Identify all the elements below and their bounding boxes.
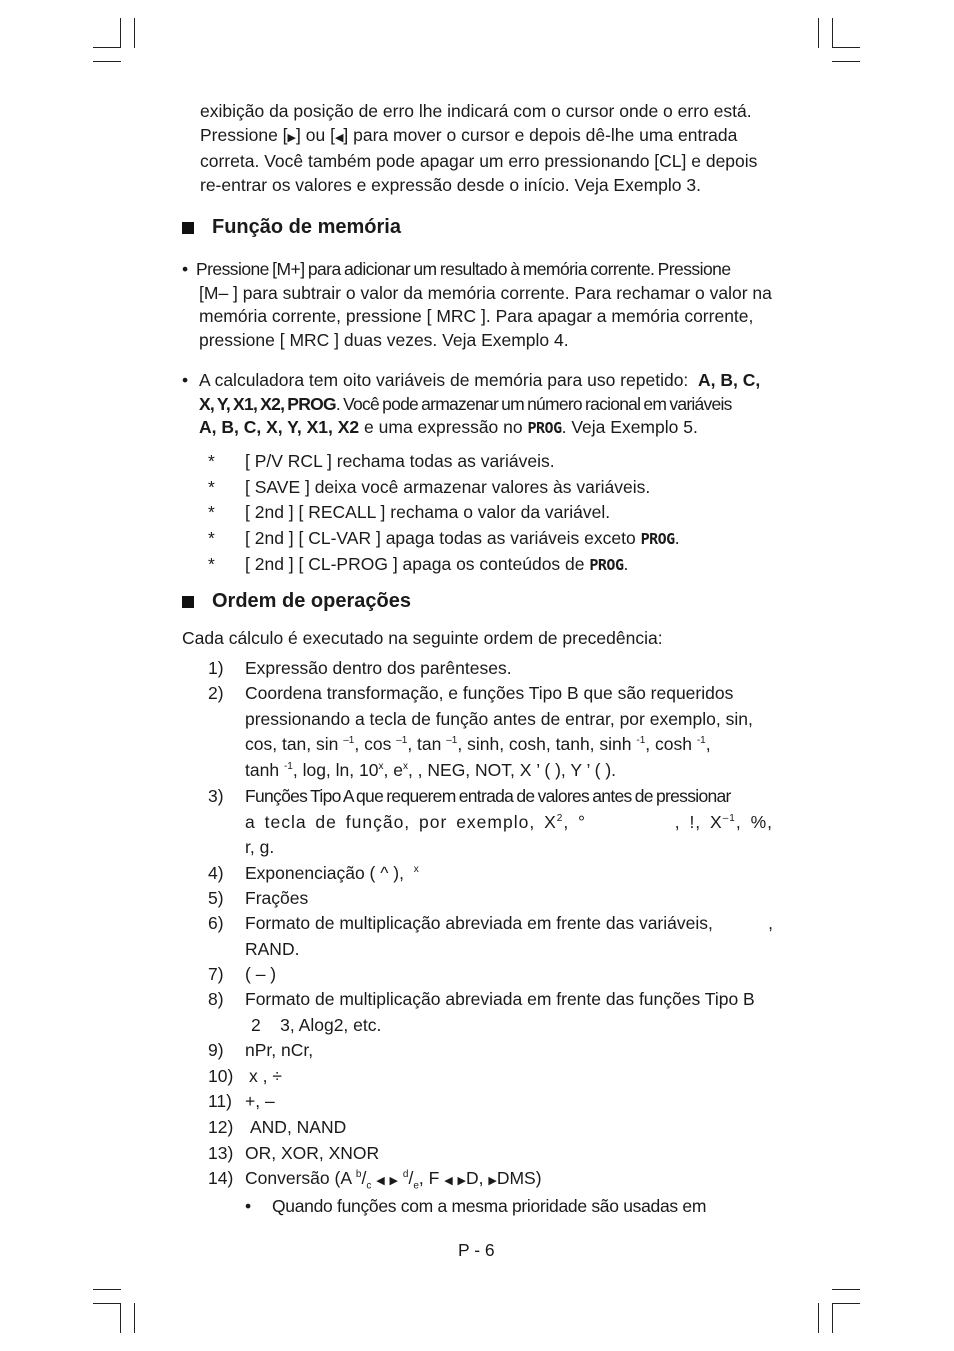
left-arrow-icon: ◀: [444, 1175, 453, 1187]
square-bullet-icon: [182, 596, 194, 608]
crop-mark-bottom-left-h2: [93, 1303, 121, 1304]
right-arrow-icon: ▶: [488, 1175, 497, 1187]
crop-mark-top-left-v2: [134, 18, 135, 48]
intro-line: Pressione [▶] ou [◀] para mover o cursor e depois dê-lhe uma entrada: [200, 124, 772, 151]
left-arrow-icon: ◀: [334, 131, 344, 144]
order-intro: Cada cálculo é executado na seguinte ordem de precedência:: [182, 628, 663, 648]
crop-mark-top-right-h2: [832, 61, 860, 62]
crop-mark-bottom-left-h1: [93, 1289, 121, 1290]
crop-mark-top-right-v1: [818, 18, 819, 48]
right-arrow-icon: ▶: [389, 1175, 399, 1187]
crop-mark-bottom-left-v1: [120, 1303, 121, 1333]
intro-line: correta. Você também pode apagar um erro pressionando [CL] e depois: [200, 151, 758, 171]
crop-mark-bottom-right-h1: [832, 1289, 860, 1290]
crop-mark-top-right-h1: [832, 47, 860, 48]
right-arrow-icon: ▶: [457, 1175, 466, 1187]
crop-mark-top-left-v1: [120, 18, 121, 48]
left-arrow-icon: ◀: [376, 1175, 385, 1187]
crop-mark-top-right-v2: [832, 18, 833, 48]
crop-mark-bottom-right-h2: [832, 1303, 860, 1304]
square-bullet-icon: [182, 222, 194, 234]
intro-paragraph: [200, 100, 772, 197]
section-heading-order: Ordem de operações: [182, 590, 411, 613]
bullet-dot-icon: •: [182, 370, 189, 390]
crop-mark-bottom-right-v1: [818, 1303, 819, 1333]
crop-mark-top-left-h1: [93, 47, 121, 48]
intro-line: exibição da posição de erro lhe indicará com o cursor onde o erro está.: [200, 101, 752, 121]
section-heading-memory: Função de memória: [182, 216, 401, 239]
page-number: P - 6: [458, 1240, 495, 1260]
crop-mark-bottom-left-v2: [134, 1303, 135, 1333]
crop-mark-top-left-h2: [93, 61, 121, 62]
intro-line: re-entrar os valores e expressão desde o início. Veja Exemplo 3.: [200, 174, 701, 195]
right-arrow-icon: ▶: [287, 131, 297, 144]
bullet-dot-icon: •: [182, 259, 189, 279]
crop-mark-bottom-right-v2: [832, 1303, 833, 1333]
